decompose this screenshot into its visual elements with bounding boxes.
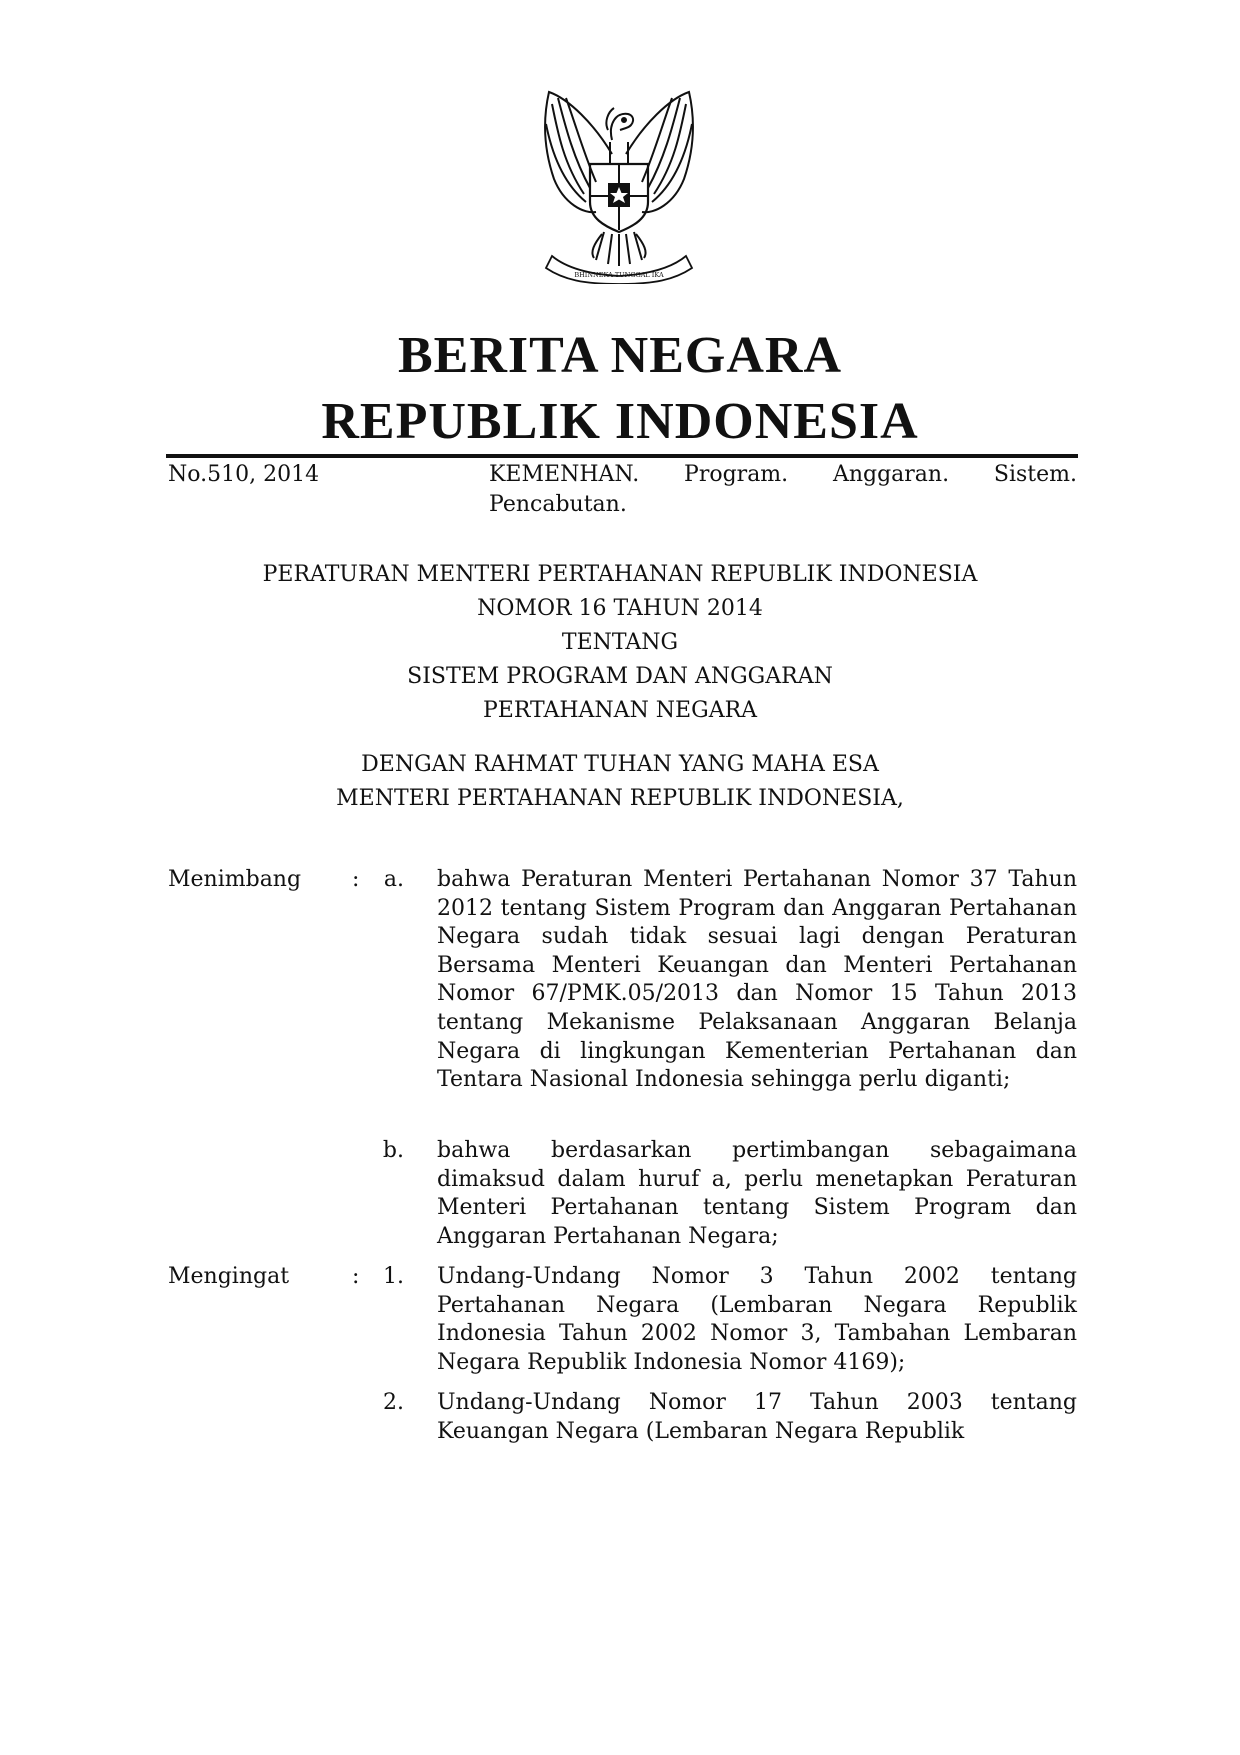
title-line2: NOMOR 16 TAHUN 2014 [477,596,763,621]
title-line4: SISTEM PROGRAM DAN ANGGARAN [407,664,833,689]
menimbang-item-a: bahwa Peraturan Menteri Pertahanan Nomor 37 Tahun 2012 tentang Sistem Program dan Anggaran Pertahanan Negara sudah tidak sesuai lagi dengan Peraturan Bersama Menteri Keuangan dan Menteri Pertahanan Nomor 67/PMK.05/2013 dan Nomor 15 Tahun 2013 tentang Mekanisme Pelaksanaan Anggaran Belanja Negara di lingkungan Kementerian Pertahanan dan Tentara Nasional Indonesia sehingga perlu diganti; [437,867,1077,1093]
issue-number: No.510, 2014 [168,462,320,487]
masthead-rule [166,454,1078,458]
mengingat-marker-1: 1. [383,1264,404,1289]
mengingat-marker-2: 2. [383,1390,404,1415]
preamble-line1: DENGAN RAHMAT TUHAN YANG MAHA ESA [361,752,879,777]
mengingat-colon: : [352,1264,360,1289]
masthead-line2: REPUBLIK INDONESIA [321,393,919,450]
preamble-line2: MENTERI PERTAHANAN REPUBLIK INDONESIA, [336,786,904,811]
mengingat-item-2: Undang-Undang Nomor 17 Tahun 2003 tentang Keuangan Negara (Lembaran Negara Republik [437,1390,1077,1444]
menimbang-label: Menimbang [168,867,302,892]
preamble [0,748,1240,816]
menimbang-item-b: bahwa berdasarkan pertimbangan sebagaimana dimaksud dalam huruf a, perlu menetapkan Peraturan Menteri Pertahanan tentang Sistem Program dan Anggaran Pertahanan Negara; [437,1138,1077,1249]
menimbang-marker-a: a. [383,867,404,892]
masthead-line1: BERITA NEGARA [397,327,842,384]
subject-line1: KEMENHAN. Program. Anggaran. Sistem. [489,462,1077,487]
mengingat-item-1: Undang-Undang Nomor 3 Tahun 2002 tentang Pertahanan Negara (Lembaran Negara Republik Indonesia Tahun 2002 Nomor 3, Tambahan Lembaran Negara Republik Indonesia Nomor 4169); [437,1264,1077,1375]
mengingat-label: Mengingat [168,1264,290,1289]
title-line5: PERTAHANAN NEGARA [482,698,758,723]
title-line1: PERATURAN MENTERI PERTAHANAN REPUBLIK INDONESIA [262,562,978,587]
regulation-title [0,558,1240,728]
menimbang-marker-b: b. [382,1138,404,1163]
title-line3: TENTANG [561,630,679,655]
garuda-pancasila-emblem-icon [524,84,714,284]
subject-line2: Pencabutan. [489,492,627,517]
menimbang-colon: : [352,867,360,892]
emblem-motto: BHINNEKA TUNGGAL IKA [574,271,664,279]
